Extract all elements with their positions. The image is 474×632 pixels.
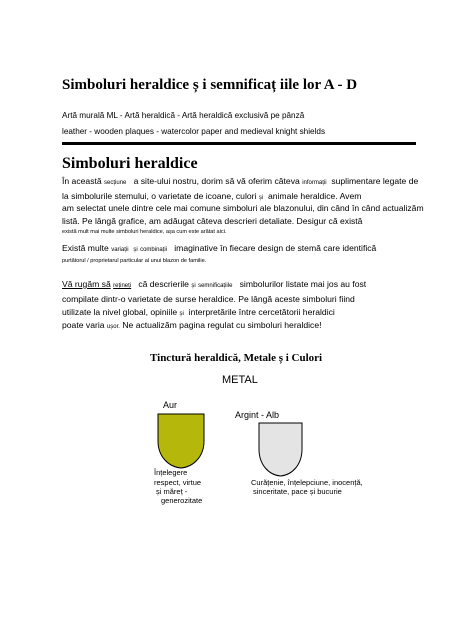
- text: Există multe: [62, 243, 109, 253]
- para2-line1: [62, 243, 376, 253]
- text: rețineți: [113, 283, 132, 289]
- subtitle-line-1: Artă murală ML - Artă heraldică - Artă heraldică exclusivă pe pânză: [62, 111, 305, 120]
- shield-aur-desc-3: și măreț -: [156, 487, 188, 496]
- text: și: [133, 247, 138, 253]
- text: că descrierile: [138, 279, 189, 289]
- shield-aur-label: Aur: [163, 400, 178, 410]
- text: Vă rugăm să: [62, 279, 111, 289]
- page-title: Simboluri heraldice ș i semnificaț iile lor A - D: [62, 77, 358, 93]
- text: secțiune: [104, 180, 127, 186]
- tincture-heading: Tinctură heraldică, Metale ș i Culori: [150, 352, 323, 364]
- text: combinații: [140, 247, 168, 253]
- text: semnificațiile: [198, 283, 233, 289]
- text: și: [258, 195, 264, 201]
- text: cum este arătat aici.: [176, 229, 227, 235]
- text: În această: [62, 176, 102, 186]
- shield-aur-desc-4: generozitate: [161, 496, 203, 505]
- para1-line5: [62, 229, 226, 235]
- shield-aur-desc-1: Înțelegere: [154, 468, 188, 477]
- para3-line4: [62, 320, 322, 330]
- text: informații: [302, 180, 327, 186]
- text: utilizate la nivel global, opiniile: [62, 307, 178, 317]
- shield-argint-desc-1: Curățenie, înțelepciune, inocență,: [251, 478, 363, 487]
- text: și: [191, 283, 196, 289]
- para3-line2: compilate dintr-o varietate de surse heraldice. Pe lângă aceste simboluri fiind: [62, 294, 355, 304]
- para1-line1: [62, 176, 418, 186]
- text: a site-ului nostru, dorim să vă oferim câteva: [133, 176, 300, 186]
- shield-aur-icon: [157, 413, 205, 469]
- divider: [62, 142, 416, 145]
- shield-argint-desc-2: sinceritate, pace și bucurie: [253, 487, 342, 496]
- text: animale heraldice. Avem: [267, 191, 362, 201]
- text: există mult mai multe simboluri heraldice, așa: [62, 229, 175, 235]
- text: poate varia: [62, 320, 105, 330]
- para1-line2: [62, 191, 361, 201]
- text: Ne actualizăm pagina regulat cu simboluri heraldice!: [122, 320, 322, 330]
- text: simbolurilor listate mai jos au fost: [239, 279, 367, 289]
- para3-line1: [62, 279, 366, 289]
- para3-line3: [62, 307, 335, 317]
- para1-line3: am selectat unele dintre cele mai comune simboluri ale blazonului, din când în când actualizăm: [62, 203, 424, 213]
- section-heading: Simboluri heraldice: [62, 155, 198, 172]
- text: suplimentare legate de: [331, 176, 419, 186]
- text: și: [179, 311, 184, 317]
- shield-aur-desc-2: respect, virtue: [154, 478, 202, 487]
- text: ușor.: [106, 324, 120, 330]
- subtitle-line-2: leather - wooden plaques - watercolor paper and medieval knight shields: [62, 127, 326, 136]
- text: interpretările între cercetătorii heraldici: [188, 307, 335, 317]
- para1-line4: listă. Pe lângă grafice, am adăugat câteva descrieri detaliate. Desigur că există: [62, 216, 363, 226]
- shield-argint-label: Argint - Alb: [235, 410, 280, 420]
- text: variații: [111, 247, 129, 253]
- para2-line2: purtătorul / proprietarul particular al unui blazon de familie.: [62, 258, 207, 264]
- text: la simbolurile stemului, o varietate de icoane, culori: [62, 191, 257, 201]
- shield-argint-icon: [258, 422, 303, 477]
- text: imaginative în fiecare design de stemă care identifică: [174, 243, 377, 253]
- metal-label: METAL: [222, 374, 258, 386]
